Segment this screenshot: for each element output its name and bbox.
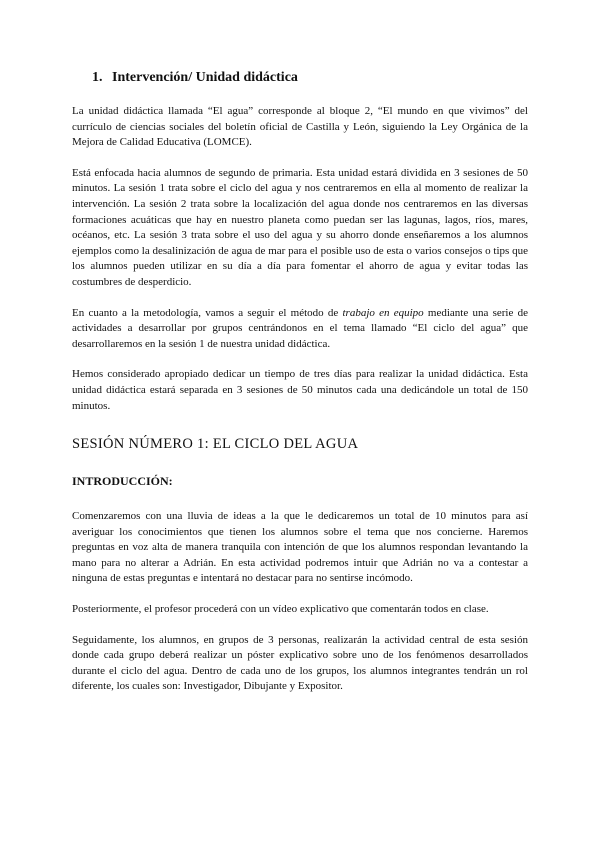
section-number: 1. bbox=[92, 70, 103, 85]
paragraph-4: Hemos considerado apropiado dedicar un tiempo de tres días para realizar la unidad didáctica. Esta unidad didáctica estará separada en 3 sesiones de 50 minutos cada una dedicándole un total de 150 minutos. bbox=[72, 368, 528, 412]
paragraph-3-emphasis: trabajo en equipo bbox=[342, 306, 424, 319]
paragraph-2: Está enfocada hacia alumnos de segundo de primaria. Esta unidad estará dividida en 3 sesiones de 50 minutos. La sesión 1 trata sobre el ciclo del agua y nos centraremos en ella al momento de realizar la intervención. La sesión 2 trata sobre la localización del agua donde nos centraremos en las diversas formaciones acuáticas que hay en nuestro planeta como puedan ser las lagunas, lagos, ríos, mares, océanos, etc. La sesión 3 trata sobre el uso del agua y su ahorro donde enseñaremos a los alumnos ejemplos como la desalinización de agua de mar para el posible uso de esta o varios consejos o tips que los alumnos pueden utilizar en su día a día para fomentar el ahorro de agua y evitar todas las costumbres de desperdicio. bbox=[72, 166, 528, 288]
paragraph-3-end: mediante una serie de actividades a desarrollar por grupos centrándonos en el tema llamado “El ciclo del agua” que desarrollaremos en la sesión 1 de nuestra unidad didáctica. bbox=[72, 306, 528, 350]
paragraph-7: Seguidamente, los alumnos, en grupos de 3 personas, realizarán la actividad central de esta sesión donde cada grupo deberá realizar un póster explicativo sobre uno de los fenómenos desarrollados durante el ciclo del agua. Dentro de cada uno de los grupos, los alumnos integrantes tendrán un rol diferente, los cuales son: Investigador, Dibujante y Expositor. bbox=[72, 633, 528, 693]
paragraph-5: Comenzaremos con una lluvia de ideas a la que le dedicaremos un total de 10 minutos para así averiguar los conocimientos que tienen los alumnos sobre el tema que nos concierne. Haremos preguntas en voz alta de manera tranquila con intención de que los alumnos respondan levantando la mano para no alterar a Adrián. En esta actividad podremos intuir que Adrián no va a contestar a ninguna de estas preguntas e intentará no destacar para no sentirse incómodo. bbox=[72, 510, 528, 585]
paragraph-3-start: En cuanto a la metodología, vamos a seguir el método de bbox=[72, 306, 343, 319]
section-heading bbox=[92, 70, 528, 86]
section-title: Intervención/ Unidad didáctica bbox=[112, 70, 298, 85]
introduction-title: INTRODUCCIÓN: bbox=[72, 474, 173, 489]
paragraph-3 bbox=[72, 306, 528, 353]
paragraph-1: La unidad didáctica llamada “El agua” corresponde al bloque 2, “El mundo en que vivimos” del currículo de ciencias sociales del boletín oficial de Castilla y León, siguiendo la Ley Orgánica de la Mejora de Calidad Educativa (LOMCE). bbox=[72, 105, 528, 149]
document-content bbox=[72, 70, 528, 710]
session-title: SESIÓN NÚMERO 1: EL CICLO DEL AGUA bbox=[72, 436, 359, 453]
paragraph-6: Posteriormente, el profesor procederá con un vídeo explicativo que comentarán todos en clase. bbox=[72, 603, 489, 616]
